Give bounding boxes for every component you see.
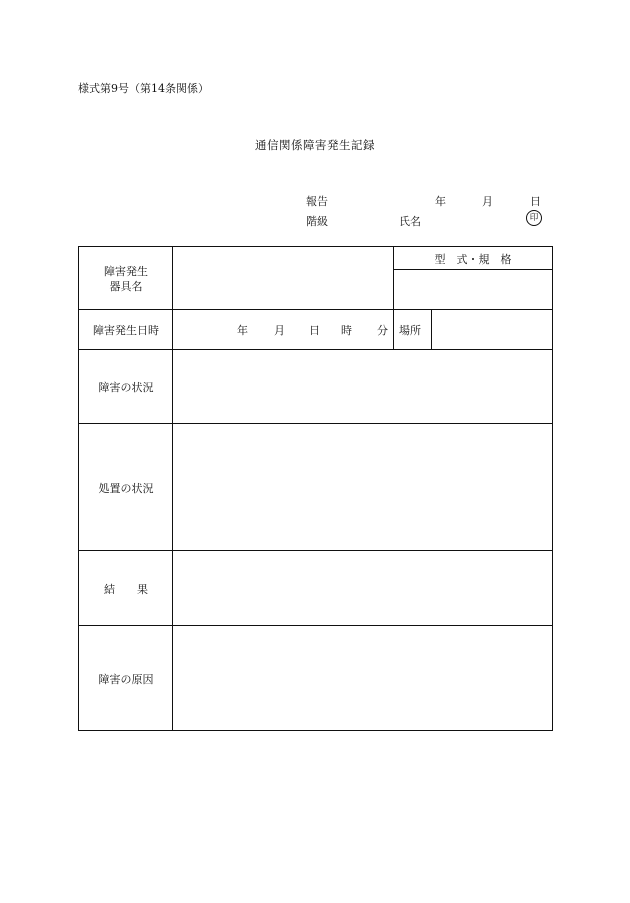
name-label: 氏名 [399, 215, 421, 228]
row-divider [79, 309, 552, 310]
fault-status-label: 障害の状況 [98, 381, 154, 394]
form-code: 様式第9号（第14条関係） [78, 82, 209, 95]
equipment-name-line2: 器具名 [109, 280, 143, 293]
equipment-name-label [79, 264, 173, 294]
occurrence-datetime-label: 障害発生日時 [93, 324, 159, 337]
document-title: 通信関係障害発生記録 [255, 138, 375, 152]
occurrence-hour-label: 時 [341, 324, 352, 337]
equipment-name-line1: 障害発生 [104, 265, 148, 278]
model-spec-divider [393, 269, 552, 270]
location-value-divider [431, 309, 432, 350]
report-day-label: 日 [530, 195, 541, 208]
record-table [78, 246, 553, 731]
row-divider [79, 423, 552, 424]
row-divider [79, 625, 552, 626]
rank-label: 階級 [306, 215, 328, 228]
location-label: 場所 [399, 324, 421, 337]
report-year-label: 年 [435, 195, 446, 208]
row-divider [79, 550, 552, 551]
report-month-label: 月 [482, 195, 493, 208]
occurrence-month-label: 月 [274, 324, 285, 337]
occurrence-day-label: 日 [309, 324, 320, 337]
row-divider [79, 349, 552, 350]
action-status-label: 処置の状況 [98, 482, 154, 495]
result-label: 結 果 [104, 583, 148, 596]
occurrence-year-label: 年 [237, 324, 248, 337]
fault-cause-label: 障害の原因 [98, 673, 154, 686]
model-spec-label: 型 式・規 格 [434, 253, 512, 266]
report-label: 報告 [306, 195, 328, 208]
occurrence-minute-label: 分 [377, 324, 388, 337]
seal-mark: 印 [526, 210, 542, 226]
